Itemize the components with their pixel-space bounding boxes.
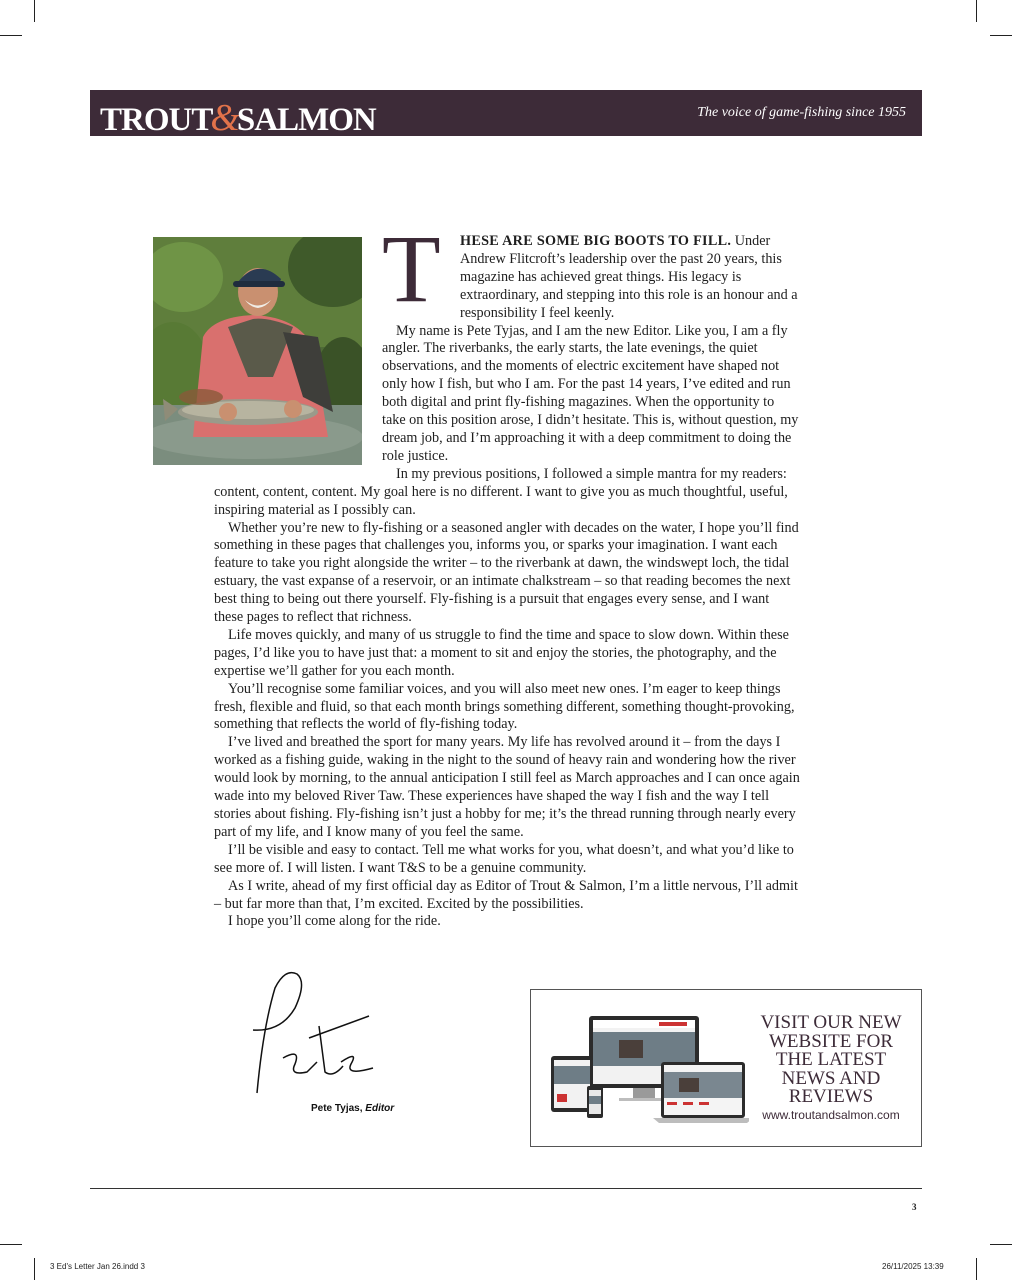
article-paragraph: I’ll be visible and easy to contact. Tell me what works for you, what doesn’t, and what you’d like to see more of. I will listen. I want T&S to be a genuine community. (214, 841, 794, 876)
opening-line: HESE ARE SOME BIG BOOTS TO FILL. (460, 233, 732, 249)
page-number: 3 (912, 1202, 917, 1212)
footer-rule (90, 1188, 922, 1189)
article-paragraph: I’ve lived and breathed the sport for many years. My life has revolved around it – from the days I worked as a fishing guide, waking in the night to the sound of heavy rain and wondering how the river would look by morning, to the annual anticipation I still feel as March approaches and I can once again wade into my beloved River Taw. These experiences have shaped the way I fish and the way I tell stories about fishing. Fly-fishing isn’t just a hobby for me; it’s the thread running through nearly every part of my life, and I know many of you feel the same. (214, 734, 800, 840)
crop-mark (0, 35, 22, 36)
crop-mark (34, 0, 35, 22)
article-paragraph: My name is Pete Tyjas, and I am the new Editor. Like you, I am a fly angler. The riverbanks, the early starts, the late evenings, the quiet observations, and the moments of electric excitement have shaped not only how I fish, but who I am. For the past 14 years, I’ve edited and run both digital and print fly-fishing magazines. When the opportunity to take on this position arose, I didn’t hesitate. This is, without question, my dream job, and I’m approaching it with a deep commitment to doing the role justice. (382, 322, 799, 464)
article-paragraph: I hope you’ll come along for the ride. (228, 913, 441, 930)
crop-mark (976, 0, 977, 22)
logo-word-trout: TROUT (100, 102, 213, 138)
article-paragraph: As I write, ahead of my first official day as Editor of Trout & Salmon, I’m a little nervous, I’ll admit – but far more than that, I’m excited. Excited by the possibilities. (214, 877, 798, 912)
advert-headline: VISIT OUR NEW WEBSITE FOR THE LATEST NEWS AND REVIEWS (760, 1012, 902, 1107)
crop-mark (990, 35, 1012, 36)
editor-signature (245, 968, 385, 1098)
opening-paragraph-text: Under Andrew Flitcroft’s leadership over the past 20 years, this magazine has achieved great things. His legacy is extraordinary, and stepping into this role is an honour and a responsibility I feel keenly. (460, 233, 798, 321)
drop-cap: T (382, 215, 441, 322)
print-timestamp: 26/11/2025 13:39 (882, 1262, 944, 1271)
devices-mockup-icon (549, 1010, 749, 1128)
crop-mark (0, 1244, 22, 1245)
article-paragraph: Life moves quickly, and many of us struggle to find the time and space to slow down. Within these pages, I’d like you to have just that: a moment to sit and enjoy the stories, the photography, and the expertise we’ll gather for you each month. (214, 626, 789, 679)
crop-mark (990, 1244, 1012, 1245)
website-advert (530, 989, 922, 1147)
magazine-logo (100, 96, 376, 140)
article-paragraph: You’ll recognise some familiar voices, and you will also meet new ones. I’m eager to keep things fresh, flexible and fluid, so that each month brings something different, something thought-provoking, something that reflects the world of fly-fishing today. (214, 680, 795, 733)
editor-name: Pete Tyjas, (311, 1103, 363, 1114)
masthead (90, 90, 922, 139)
editorial-article (214, 215, 800, 931)
crop-mark (34, 1258, 35, 1280)
photo-wrap-space (214, 233, 382, 473)
article-paragraph: Whether you’re new to fly-fishing or a seasoned angler with decades on the water, I hope you’ll find something in these pages that challenges you, informs you, or sparks your imagination. I want each feature to take you right alongside the writer – to the riverbank at dawn, the windswept loch, the tidal estuary, the vast expanse of a reservoir, or an intimate chalkstream – so that reading becomes the next best thing to being out there yourself. Fly-fishing is a pursuit that engages every sense, and I want these pages to reflect that richness. (214, 519, 799, 626)
handwritten-signature-icon (245, 968, 385, 1098)
editor-credit (311, 1103, 394, 1114)
logo-ampersand: & (210, 97, 239, 139)
editor-role: Editor (365, 1103, 395, 1114)
article-paragraph: In my previous positions, I followed a simple mantra for my readers: content, content, content. My goal here is no different. I want to give you as much thoughtful, useful, inspiring material as I possibly can. (214, 465, 788, 518)
masthead-tagline: The voice of game-fishing since 1955 (697, 105, 906, 120)
crop-mark (976, 1258, 977, 1280)
website-link[interactable]: www.troutandsalmon.com (762, 1108, 900, 1122)
indesign-file-slug: 3 Ed's Letter Jan 26.indd 3 (50, 1262, 145, 1271)
logo-word-salmon: SALMON (236, 102, 376, 138)
